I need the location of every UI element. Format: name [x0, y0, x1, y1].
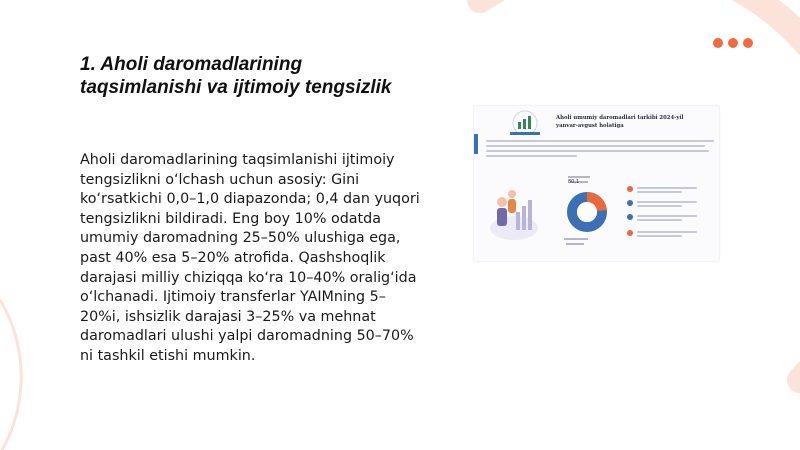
donut-chart-icon [552, 172, 622, 252]
thumbnail-text-lines [486, 140, 714, 160]
infographic-thumbnail [474, 106, 719, 261]
people-illustration-icon [488, 182, 540, 242]
left-arc [0, 300, 21, 450]
donut-center-value: 80,1 [568, 179, 580, 185]
slide-title: 1. Aholi daromadlarining taqsimlanishi va ijtimoiy tengsizlik [80, 54, 392, 98]
dot [728, 38, 738, 48]
dot [713, 38, 723, 48]
logo-icon [510, 110, 540, 136]
legend-row [627, 214, 711, 226]
accent-stripe [474, 134, 478, 154]
legend-row [627, 200, 711, 212]
legend-row [627, 186, 711, 198]
legend-row [627, 230, 711, 242]
dot [743, 38, 753, 48]
more-dots-icon[interactable] [713, 38, 753, 48]
slide-body-text: Aholi daromadlarining taqsimlanishi ijtimoiy tengsizlikni o‘lchash uchun asosiy: Gini ko‘rsatkichi 0,0–1,0 diapazonda; 0,4 dan yuqori tengsizlikni bildiradi. Eng boy 10% odatda umumiy daromadning 25–50% ulushiga ega, past 40% esa 5–20% atrofida. Qashshoqlik darajasi milliy chiziqqa ko‘ra 10–40% oralig‘ida o‘lchanadi. Ijtimoiy transferlar YAIMning 5–20%i, ishsizlik darajasi 3–25% va mehnat daromadlari ulushi yalpi daromadning 50–70% ni tashkil etishi mumkin. [80, 152, 420, 364]
thumbnail-title: Aholi umumiy daromadlari tarkibi 2024-yil yanvar-avgust holatiga [556, 115, 684, 129]
